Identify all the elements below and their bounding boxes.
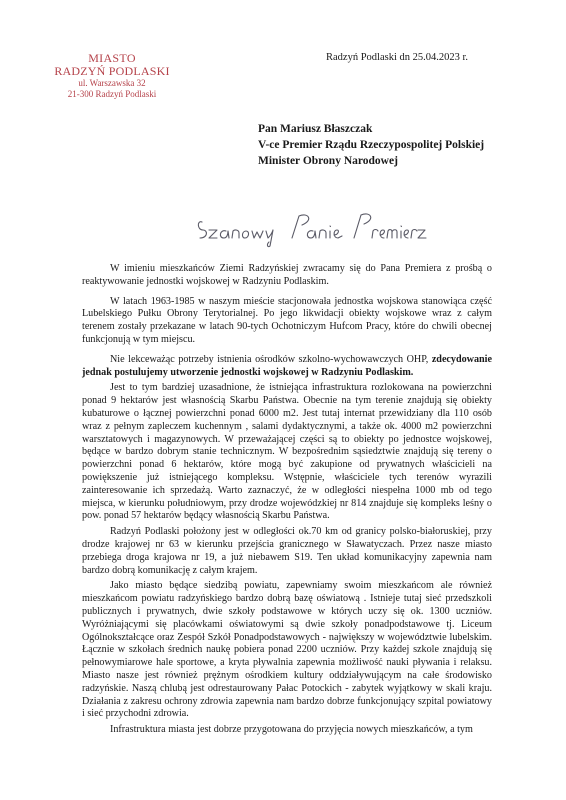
postulate-bold: zdecydowanie jednak postulujemy utworzenie jednostki wojskowej w Radzyniu Podlaskim. [82,353,492,378]
addressee-title-2: Minister Obrony Narodowej [258,155,398,167]
paragraph-request: W imieniu mieszkańców Ziemi Radzyńskiej zwracamy się do Pana Premiera z prośbą o reaktywowanie jednostki wojskowej w Radzyniu Podlaskim. [82,263,492,287]
postulate-intro: Nie lekceważąc potrzeby istnienia ośrodków szkolno-wychowawczych OHP, [110,353,432,365]
letterhead-city-name: RADZYŃ PODLASKI [54,64,170,78]
handwritten-salutation [196,208,428,248]
paragraph-history: W latach 1963-1985 w naszym mieście stacjonowała jednostka wojskowa stanowiąca część Lubelskiego Pułku Obrony Terytorialnej. Po jego likwidacji obiekty wojskowe wraz z całym terenem zostały przekazane w latach 90-tych Ochotniczym Hufcom Pracy, które do chwili obecnej funkcjonują w tym miejscu. [82,295,492,345]
letterhead-street: ul. Warszawska 32 [78,78,146,88]
addressee-name: Pan Mariusz Błaszczak [258,123,373,135]
city-letterhead-stamp [52,52,172,100]
addressee-title-1: V-ce Premier Rządu Rzeczypospolitej Polskiej [258,139,485,151]
paragraph-infrastructure: Jest to tym bardziej uzasadnione, że istniejąca infrastruktura rozlokowana na powierzchni ponad 9 hektarów jest własnością Skarbu Państwa. Obecnie na tym terenie znajdują się obiekty kubaturowe o łącznej powierzchni ponad 6000 m2. Jest tutaj internat przewidziany dla 110 osób wraz z pełnym zapleczem kuchennym , salami dydaktycznymi, a także ok. 4000 m2 powierzchni warsztatowych i magazynowych. W przeważającej części są to obiekty po jednostce wojskowej, będące w bardzo dobrym stanie technicznym. W bezpośrednim sąsiedztwie znajdują się tereny o powierzchni ponad 6 hektarów, które mogą być zakupione od prywatnych właścicieli na powiększenie już istniejącego kompleksu. Wstępnie, właściciele tych terenów wyrazili zainteresowanie ich sprzedażą. Warto zaznaczyć, że w odległości niespełna 1000 mb od tego miejsca, w kierunku południowym, przy drodze wojewódzkiej nr 814 znajduje się kompleks leśny o pow. ponad 57 hektarów będący własnością Skarbu Państwa. [82,382,492,522]
letterhead-city-label: MIASTO [88,51,136,65]
letter-date: Radzyń Podlaski dn 25.04.2023 r. [326,52,469,63]
paragraph-infrastructure-city: Infrastruktura miasta jest dobrze przygotowana do przyjęcia nowych mieszkańców, a tym [110,724,473,736]
paragraph-location: Radzyń Podlaski położony jest w odległości ok.70 km od granicy polsko-białoruskiej, przy drodze krajowej nr 63 w kierunku przejścia granicznego w Sławatyczach. Przez nasze miasto przebiega droga krajowa nr 19, a już niebawem S19. Ten układ komunikacyjny zapewnia nam bardzo dobrą komunikację z całym krajem. [82,526,492,576]
paragraph-education: Jako miasto będące siedzibą powiatu, zapewniamy swoim mieszkańcom ale również mieszkańcom powiatu radzyńskiego bardzo dobrą bazę oświatową . Istnieje tutaj sieć przedszkoli publicznych i prywatnych, dwie szkoły podstawowe w których uczy się ok. 1300 uczniów. Wyróżniającymi się placówkami oświatowymi są dwie szkoły ponadpodstawowe tj. Liceum Ogólnokształcące oraz Zespół Szkół Ponadpodstawowych - największy w województwie lubelskim. Łącznie w szkołach średnich naukę pobiera ponad 2200 uczniów. Przy każdej szkole znajdują się pełnowymiarowe hale sportowe, a kryta pływalnia zapewnia możliwość nauki pływania i relaksu. Miasto nasze jest również prężnym ośrodkiem kultury oddziaływującym na całe środowisko radzyńskie. Naszą chlubą jest odrestaurowany Pałac Potockich - zabytek wyjątkowy w skali kraju. Działania z zakresu ochrony zdrowia zapewnia nam bardzo dobrze funkcjonujący szpital powiatowy i sieć przychodni zdrowia. [82,580,492,720]
letter-body [82,263,492,740]
addressee-block [258,121,484,169]
letterhead-postal: 21-300 Radzyń Podlaski [67,89,157,99]
paragraph-postulate [82,354,492,380]
